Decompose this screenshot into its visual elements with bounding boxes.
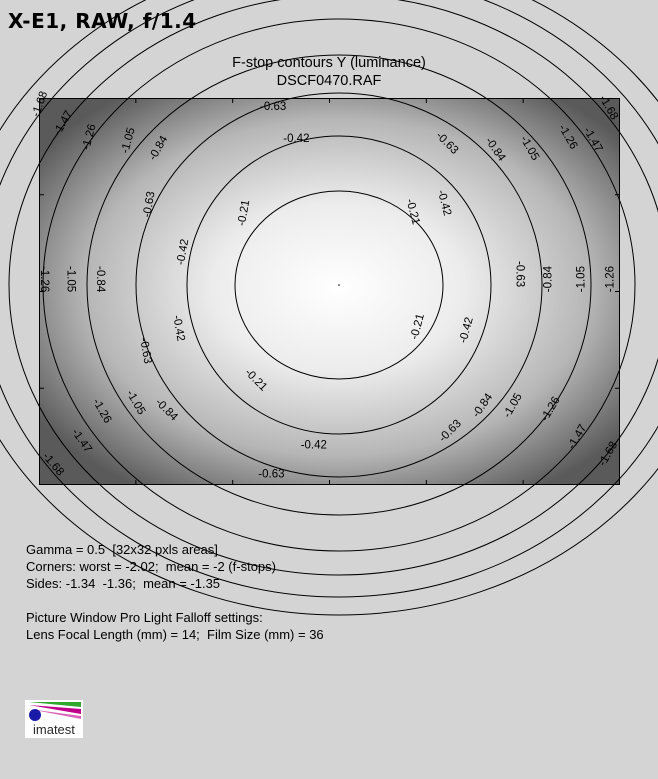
contour-label: -0.63 [258, 468, 285, 481]
contour-label: -0.84 [470, 391, 496, 420]
contour-label: -0.42 [457, 315, 476, 345]
contour-plot [30, 89, 621, 485]
contour-label: -1.47 [565, 422, 590, 452]
contour-label: -1.26 [80, 122, 99, 152]
contour-label: -1.26 [38, 266, 51, 293]
contour-label: -0.42 [434, 188, 454, 218]
contour-label: -1.05 [517, 133, 542, 163]
contour-label: -0.42 [300, 439, 327, 452]
contour-label: -1.26 [604, 266, 617, 293]
contour-label: -0.84 [146, 133, 171, 163]
contour-label: -0.84 [482, 135, 508, 164]
chart-title: F-stop contours Y (luminance) [232, 55, 426, 71]
contour-label: -1.05 [119, 126, 138, 155]
contour-label: -0.63 [436, 417, 464, 445]
contour-label: -0.21 [242, 366, 270, 394]
logo-text: imatest [33, 722, 75, 737]
stats-block [26, 541, 324, 643]
contour-label: -1.68 [39, 450, 66, 479]
contour-label: -0.63 [260, 100, 287, 113]
contour-label: -1.26 [555, 122, 580, 152]
contour-label: -1.47 [51, 108, 76, 138]
contour-label: -1.05 [575, 266, 588, 293]
contour-label: -0.63 [433, 129, 461, 157]
contour-label: -1.26 [89, 396, 114, 426]
gamma-text: Gamma = 0.5 [32x32 pxls areas] [26, 542, 218, 557]
contour-label: -0.42 [174, 238, 192, 266]
contour-label: -1.05 [64, 266, 77, 293]
contour-label: -0.21 [403, 197, 422, 226]
contour-label: -0.42 [170, 314, 187, 343]
page-heading: X-E1, RAW, f/1.4 [8, 9, 197, 33]
chart-subtitle: DSCF0470.RAF [276, 73, 382, 89]
settings-text: Lens Focal Length (mm) = 14; Film Size (mm) = 36 [26, 627, 324, 642]
contour-label: -0.84 [542, 266, 555, 293]
contour-label: -1.05 [501, 391, 525, 421]
corners-text: Corners: worst = -2.02; mean = -2 (f-stops) [26, 559, 276, 574]
contour-label: -1.68 [596, 93, 621, 123]
contour-label: -0.42 [283, 133, 310, 146]
contour-label: -0.63 [141, 190, 158, 219]
contour-label: -1.68 [30, 89, 51, 119]
contour-label: -0.84 [152, 396, 180, 424]
contour-label: -0.21 [235, 198, 253, 227]
contour-label: -0.21 [408, 312, 428, 341]
settings-title: Picture Window Pro Light Falloff settings: [26, 610, 263, 625]
contour-label: -1.47 [580, 125, 605, 155]
contour-label: -0.63 [137, 336, 154, 365]
center-point [338, 284, 340, 286]
imatest-logo [25, 700, 83, 738]
contour-label: -0.63 [513, 260, 526, 288]
sides-text: Sides: -1.34 -1.36; mean = -1.35 [26, 576, 221, 591]
contour-label: -1.26 [539, 394, 563, 424]
contour-label: -1.68 [596, 439, 621, 469]
contour-label: -1.47 [68, 426, 94, 456]
contour-label: -1.05 [123, 388, 148, 417]
contour-label: -0.84 [94, 266, 107, 293]
